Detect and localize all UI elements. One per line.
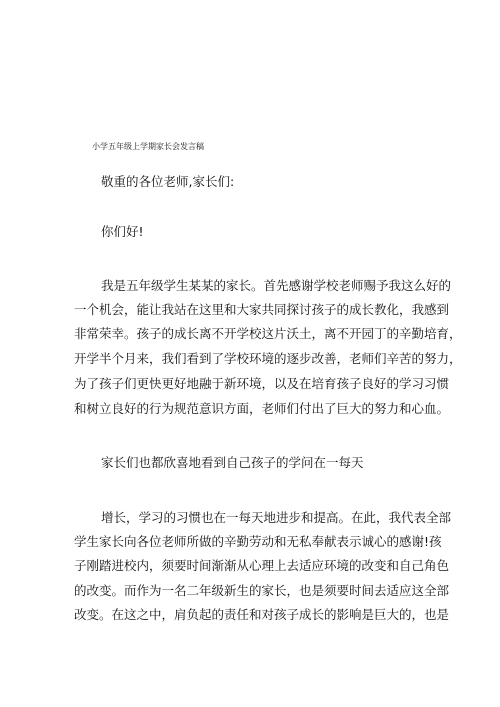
salutation: 敬重的各位老师,家长们:	[101, 174, 235, 189]
paragraph-line: 一个机会，能让我站在这里和大家共同探讨孩子的成长教化，我感到	[74, 302, 450, 317]
paragraph-line: 学生家长向各位老师所做的辛勤劳动和无私奉献表示诚心的感谢!孩	[74, 534, 442, 549]
document-title: 小学五年级上学期家长会发言稿	[92, 142, 204, 151]
paragraph-line: 和树立良好的行为规范意识方面，老师们付出了巨大的努力和心血。	[74, 401, 450, 416]
paragraph-line: 的改变。而作为一名二年级新生的家长，也是须要时间去适应这全部	[74, 583, 450, 598]
paragraph-line: 为了孩子们更快更好地融于新环境，以及在培育孩子良好的学习习惯	[74, 376, 450, 391]
paragraph-line: 非常荣幸。孩子的成长离不开学校这片沃土，离不开园丁的辛勤培育，	[74, 326, 462, 341]
greeting: 你们好!	[101, 224, 144, 239]
paragraph-line: 子刚踏进校内，须要时间渐渐从心理上去适应环境的改变和自己角色	[74, 558, 450, 573]
paragraph-line: 改变。在这之中，肩负起的责任和对孩子成长的影响是巨大的，也是	[74, 607, 450, 622]
paragraph-line: 开学半个月来，我们看到了学校环境的逐步改善，老师们辛苦的努力，	[74, 351, 462, 366]
paragraph-line: 增长，学习的习惯也在一每天地进步和提高。在此，我代表全部	[101, 510, 452, 525]
paragraph-2: 家长们也都欣喜地看到自己孩子的学问在一每天	[101, 455, 364, 470]
paragraph-line: 我是五年级学生某某的家长。首先感谢学校老师赐予我这么好的	[101, 278, 452, 293]
